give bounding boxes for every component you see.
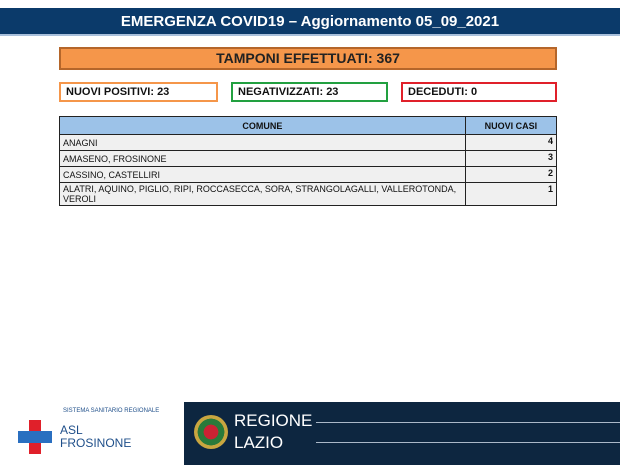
table-header (60, 117, 557, 135)
regione-lazio-banner (184, 402, 620, 465)
table-row (60, 135, 557, 151)
col-casi: NUOVI CASI (465, 117, 556, 135)
page-title: EMERGENZA COVID19 – Aggiornamento 05_09_2021 (0, 8, 620, 36)
table-row (60, 151, 557, 167)
cases-table (59, 116, 557, 206)
casi-cell: 3 (465, 151, 556, 167)
asl-label: ASL (60, 423, 83, 437)
frosinone-label: FROSINONE (60, 436, 132, 450)
comune-cell: ALATRI, AQUINO, PIGLIO, RIPI, ROCCASECCA, SORA, STRANGOLAGALLI, VALLEROTONDA, VEROLI (60, 183, 466, 206)
asl-logo (18, 405, 178, 455)
regione-label: REGIONE (234, 411, 313, 430)
tamponi-banner: TAMPONI EFFETTUATI: 367 (59, 47, 557, 70)
deceduti-box: DECEDUTI: 0 (401, 82, 557, 102)
casi-cell: 4 (465, 135, 556, 151)
comune-cell: CASSINO, CASTELLIRI (60, 167, 466, 183)
casi-cell: 1 (465, 183, 556, 206)
table-row (60, 183, 557, 206)
regione-crest-icon (194, 415, 228, 449)
comune-cell: ANAGNI (60, 135, 466, 151)
positivi-box: NUOVI POSITIVI: 23 (59, 82, 218, 102)
comune-cell: AMASENO, FROSINONE (60, 151, 466, 167)
negativizzati-box: NEGATIVIZZATI: 23 (231, 82, 388, 102)
cross-icon (18, 420, 52, 454)
col-comune: COMUNE (60, 117, 466, 135)
lazio-label: LAZIO (234, 433, 284, 452)
ssr-label: SISTEMA SANITARIO REGIONALE (63, 408, 160, 414)
table-row (60, 167, 557, 183)
casi-cell: 2 (465, 167, 556, 183)
